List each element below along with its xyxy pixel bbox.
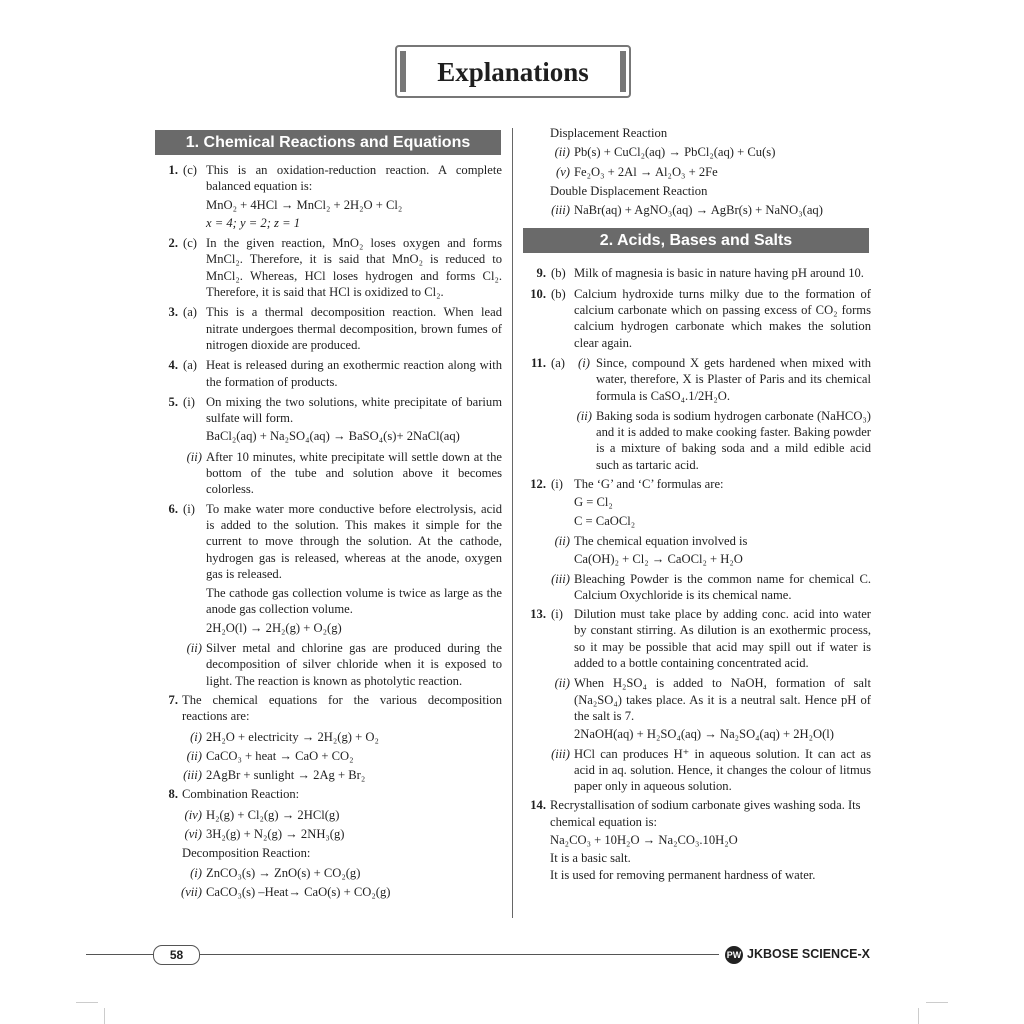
answer-text: This is a thermal decomposition reaction. When lead nitrate undergoes thermal decomposition, brown fumes of nitrogen dioxide are produced. — [206, 305, 502, 352]
part-label: (iii) — [551, 746, 570, 761]
displacement-part-ii — [526, 144, 871, 160]
part-label: (iii) — [183, 768, 202, 783]
equation: 2H₂O + electricity → 2H₂(g) + O₂ — [206, 729, 379, 744]
part-label: (ii) — [186, 641, 202, 656]
answer-5-part-ii — [158, 449, 502, 498]
answer-option: (i) — [183, 394, 195, 409]
equation: Fe₂O₃ + 2Al → Al₂O₃ + 2Fe — [574, 164, 718, 179]
equation: x = 4; y = 2; z = 1 — [206, 215, 301, 230]
decomposition-heading — [158, 845, 502, 861]
displacement-heading: Displacement Reaction — [550, 126, 668, 140]
part-label: (vi) — [184, 826, 202, 841]
answer-text: When H₂SO₄ is added to NaOH, formation of salt (Na₂SO₄) takes place. As it is a neutral salt. Hence pH of the salt is 7. — [574, 676, 871, 723]
column-divider — [512, 128, 513, 918]
answer-8-part-vii — [158, 884, 502, 900]
answer-text: Milk of magnesia is basic in nature having pH around 10. — [574, 266, 864, 281]
answer-6-part-ii — [158, 640, 502, 689]
answer-text: Since, compound X gets hardened when mixed with water, therefore, X is Plaster of Paris and its chemical formula is CaSO₄.1/2H₂O. — [596, 355, 871, 403]
answer-text: In the given reaction, MnO₂ loses oxygen and forms MnCl₂. Therefore, it is said that MnO₂ is reduced to MnCl₂. Whereas, HCl loses hydrogen and forms Cl₂. Therefore, it is said that HCl is oxidized to Cl₂. — [206, 236, 502, 300]
answer-number: 9. — [536, 266, 546, 281]
footer-rule — [199, 954, 719, 955]
equation: H₂(g) + Cl₂(g) → 2HCl(g) — [206, 807, 340, 822]
answer-number: 10. — [530, 286, 546, 301]
answer-text: Baking soda is sodium hydrogen carbonate (NaHCO₃) and it is added to make cooking faster. Baking powder is a mixture of baking soda and a mild edible acid such as tartaric acid. — [596, 408, 871, 472]
answer-13 — [526, 606, 871, 671]
answer-text: The cathode gas collection volume is twice as large as the anode gas collection volume. — [206, 586, 502, 617]
equation: Na₂CO₃ + 10H₂O → Na₂CO₃.10H₂O — [550, 832, 738, 847]
crop-mark — [918, 1008, 919, 1024]
answer-7-part-i — [158, 729, 502, 745]
answer-number: 2. — [168, 236, 178, 251]
answer-number: 13. — [530, 607, 546, 622]
answer-8-part-i — [158, 865, 502, 881]
answer-option: (a) — [551, 355, 565, 370]
equation: CaCO₃ + heat → CaO + CO₂ — [206, 748, 354, 763]
answer-10 — [526, 286, 871, 351]
answer-option: (i) — [551, 477, 563, 492]
footer-brand — [725, 944, 870, 964]
answer-13-part-ii — [526, 675, 871, 742]
answer-text: Decomposition Reaction: — [182, 846, 311, 861]
equation: 2AgBr + sunlight → 2Ag + Br₂ — [206, 768, 366, 783]
answer-text: Calcium hydroxide turns milky due to the formation of calcium carbonate which on passing excess of CO₂ forms calcium hydrogen carbonate which makes the solution clear again. — [574, 286, 871, 350]
part-label: (ii) — [576, 408, 592, 423]
answer-7 — [158, 692, 502, 725]
page-number: 58 — [153, 945, 200, 965]
answer-text: After 10 minutes, white precipitate will settle down at the bottom of the tube and solution above it becomes colorless. — [206, 449, 502, 497]
answer-11 — [526, 355, 871, 404]
crop-mark — [104, 1008, 105, 1024]
brand-text: JKBOSE SCIENCE-X — [747, 947, 870, 961]
equation: 2H₂O(l) → 2H₂(g) + O₂(g) — [206, 620, 342, 635]
part-label: (ii) — [554, 145, 570, 160]
answer-text: Silver metal and chlorine gas are produced during the decomposition of silver chloride when it is exposed to light. The reaction is known as photolytic reaction. — [206, 641, 502, 688]
answer-option: (c) — [183, 163, 197, 177]
answer-text: This is an oxidation-reduction reaction. A complete balanced equation is: — [206, 163, 502, 194]
answer-3 — [158, 304, 502, 353]
answer-8-part-iv — [158, 807, 502, 823]
answer-text: On mixing the two solutions, white precipitate of barium sulfate will form. — [206, 394, 502, 426]
part-label: (ii) — [554, 533, 570, 548]
answer-text: The chemical equations for the various decomposition reactions are: — [182, 692, 502, 724]
answer-number: 8. — [168, 787, 178, 802]
right-column — [526, 125, 871, 887]
equation: 2NaOH(aq) + H₂SO₄(aq) → Na₂SO₄(aq) + 2H₂O(l) — [574, 727, 834, 742]
answer-number: 1. — [168, 163, 178, 177]
equation: 3H₂(g) + N₂(g) → 2NH₃(g) — [206, 826, 345, 841]
answer-5 — [158, 394, 502, 445]
answer-12-part-ii — [526, 533, 871, 568]
crop-mark — [76, 1002, 98, 1003]
answer-number: 7. — [168, 692, 178, 707]
answer-8 — [158, 786, 502, 802]
part-label: (ii) — [186, 449, 202, 464]
answer-1 — [158, 162, 502, 231]
answer-12-part-iii — [526, 571, 871, 604]
answer-text: Bleaching Powder is the common name for chemical C. Calcium Oxychloride is its chemical name. — [574, 571, 871, 602]
part-label: (vii) — [181, 884, 202, 899]
answer-8-part-vi — [158, 826, 502, 842]
answer-4 — [158, 357, 502, 390]
answer-number: 4. — [168, 358, 178, 373]
answer-text: It is a basic salt. — [550, 851, 631, 866]
displacement-part-v — [526, 164, 871, 180]
answer-text: Combination Reaction: — [182, 787, 300, 802]
answer-14 — [526, 797, 871, 882]
answer-7-part-ii — [158, 748, 502, 764]
answer-6 — [158, 501, 502, 636]
equation: G = Cl₂ — [574, 495, 613, 510]
answer-option: (a) — [183, 305, 197, 320]
part-label: (iii) — [551, 571, 570, 586]
answer-13-part-iii — [526, 746, 871, 795]
part-label: (i) — [190, 729, 202, 744]
part-label: (i) — [190, 865, 202, 880]
answer-text: The chemical equation involved is — [574, 533, 748, 548]
answer-text: Recrystallisation of sodium carbonate gives washing soda. Its chemical equation is: — [550, 798, 861, 829]
answer-number: 6. — [168, 501, 178, 516]
double-displacement-part-iii — [526, 202, 871, 218]
part-label: (ii) — [186, 748, 202, 763]
answer-option: (b) — [551, 286, 566, 301]
equation: NaBr(aq) + AgNO₃(aq) → AgBr(s) + NaNO₃(aq) — [574, 203, 823, 218]
answer-number: 3. — [168, 305, 178, 320]
answer-number: 5. — [168, 394, 178, 409]
pw-logo-icon: PW — [725, 946, 743, 964]
answer-12 — [526, 476, 871, 529]
part-label: (iv) — [184, 807, 202, 822]
section-heading-2: 2. Acids, Bases and Salts — [523, 228, 869, 253]
equation: C = CaOCl₂ — [574, 513, 636, 528]
answer-text: HCl can produces H⁺ in aqueous solution. It can act as acid in aq. solution. Hence, it changes the colour of litmus paper only in aqueous solution. — [574, 746, 871, 794]
answer-text: It is used for removing permanent hardness of water. — [550, 867, 816, 882]
answer-number: 11. — [530, 355, 546, 370]
answer-option: (i) — [551, 607, 563, 622]
part-label: (v) — [556, 164, 570, 179]
crop-mark — [926, 1002, 948, 1003]
equation: MnO₂ + 4HCl → MnCl₂ + 2H₂O + Cl₂ — [206, 197, 403, 212]
part-label: (ii) — [554, 676, 570, 691]
part-label: (i) — [578, 355, 590, 370]
answer-option: (i) — [183, 501, 195, 516]
page-title: Explanations — [395, 45, 631, 98]
answer-option: (b) — [551, 266, 566, 281]
equation: Pb(s) + CuCl₂(aq) → PbCl₂(aq) + Cu(s) — [574, 145, 776, 160]
answer-option: (c) — [183, 236, 197, 251]
answer-number: 12. — [530, 477, 546, 492]
part-label: (iii) — [551, 203, 570, 218]
answer-text: Dilution must take place by adding conc. acid into water by constant stirring. As dilution is an exothermic process, so it may be possible that acid may spill out if water is added to a bottle containing concentrated acid. — [574, 607, 871, 671]
equation: Ca(OH)₂ + Cl₂ → CaOCl₂ + H₂O — [574, 552, 743, 567]
left-column — [158, 162, 502, 903]
answer-7-part-iii — [158, 767, 502, 783]
answer-11-part-ii — [526, 408, 871, 473]
equation: BaCl₂(aq) + Na₂SO₄(aq) → BaSO₄(s)+ 2NaCl(aq) — [206, 429, 460, 444]
answer-9 — [526, 265, 871, 281]
answer-text: The ‘G’ and ‘C’ formulas are: — [574, 477, 724, 492]
answer-text: To make water more conductive before electrolysis, acid is added to the solution. This makes it simple for the current to move through the solution. At the cathode, hydrogen gas is released, whereas at the anode, oxygen gas is released. — [206, 501, 502, 581]
equation: CaCO₃(s) –Heat→ CaO(s) + CO₂(g) — [206, 884, 391, 899]
answer-number: 14. — [530, 798, 546, 813]
double-displacement-heading: Double Displacement Reaction — [550, 183, 708, 198]
answer-2 — [158, 235, 502, 300]
section-heading-1: 1. Chemical Reactions and Equations — [155, 130, 501, 155]
answer-option: (a) — [183, 358, 197, 373]
footer-rule-left — [86, 954, 153, 955]
equation: ZnCO₃(s) → ZnO(s) + CO₂(g) — [206, 865, 361, 880]
answer-text: Heat is released during an exothermic reaction along with the formation of products. — [206, 358, 502, 389]
